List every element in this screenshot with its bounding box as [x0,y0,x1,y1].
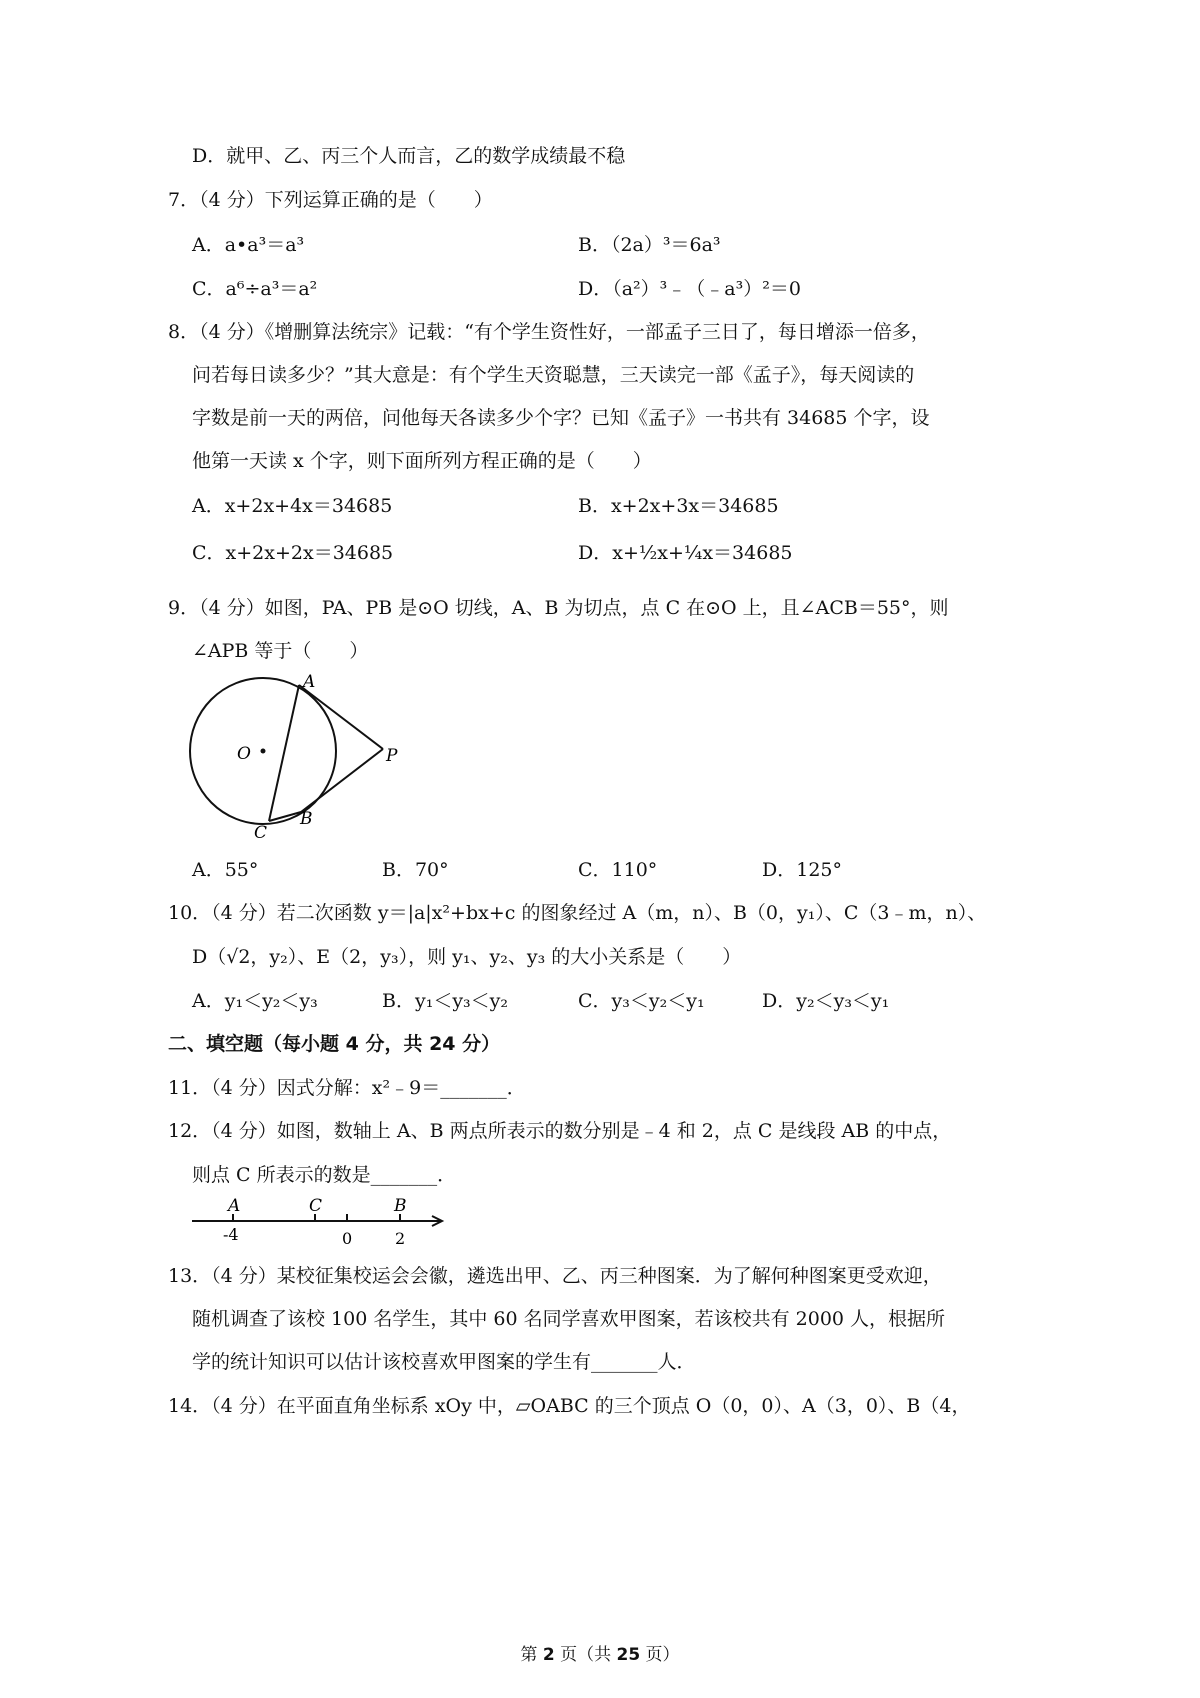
page-footer [0,1640,1200,1665]
q13-stem-line3: 学的统计知识可以估计该校喜欢甲图案的学生有_______人． [192,1351,696,1373]
q10-option-c: C．y₃＜y₂＜y₁ [578,990,705,1012]
label-a: A [303,672,316,692]
q12-stem-line1: 12．（4 分）如图，数轴上 A、B 两点所表示的数分别是﹣4 和 2，点 C 是线段 AB 的中点， [168,1120,952,1142]
q9-option-c: C．110° [578,859,658,881]
q8-stem-line1: 8．（4 分）《增删算法统宗》记载：“有个学生资性好，一部孟子三日了，每日增添一倍多， [168,321,930,343]
q8-stem-line2: 问若每日读多少？”其大意是：有个学生天资聪慧，三天读完一部《孟子》，每天阅读的 [192,364,915,386]
q9-option-b: B．70° [382,859,449,881]
q8-option-b: B．x+2x+3x＝34685 [578,495,779,517]
q8-stem-line4: 他第一天读 x 个字，则下面所列方程正确的是（ ） [192,450,652,472]
q10-option-a: A．y₁＜y₂＜y₃ [192,990,318,1012]
q13-stem-line1: 13．（4 分）某校征集校运会会徽，遴选出甲、乙、丙三种图案．为了解何种图案更受欢迎， [168,1265,942,1287]
label-p: P [386,746,398,766]
value-2: 2 [395,1229,406,1248]
q13-stem-line2: 随机调查了该校 100 名学生，其中 60 名同学喜欢甲图案，若该校共有 2000 人，根据所 [192,1308,946,1330]
q6-option-d: D．就甲、乙、丙三个人而言，乙的数学成绩最不稳 [192,145,626,167]
q7-option-d: D．（a²）³﹣（﹣a³）²＝0 [578,278,801,300]
q7-option-b: B．（2a）³＝6a³ [578,234,721,256]
q7-option-c: C．a⁶÷a³＝a² [192,278,318,300]
q8-option-c: C．x+2x+2x＝34685 [192,542,394,564]
label-c: C [309,1196,323,1216]
q8-option-d: D．x+½x+¼x＝34685 [578,542,793,564]
q9-stem-line1: 9．（4 分）如图，PA、PB 是⊙O 切线，A、B 为切点，点 C 在⊙O 上，且∠ACB＝55°，则 [168,597,949,619]
q9-circle-tangent-figure [185,665,415,845]
footer-total-pages: 25 [616,1645,641,1665]
value-minus-4: -4 [223,1225,239,1244]
q8-stem-line3: 字数是前一天的两倍，问他每天各读多少个字？已知《孟子》一书共有 34685 个字，设 [192,407,930,429]
footer-post: 页） [640,1645,680,1665]
chord-ac [269,685,299,821]
label-c: C [254,823,268,843]
q10-option-b: B．y₁＜y₃＜y₂ [382,990,509,1012]
q8-option-a: A．x+2x+4x＝34685 [192,495,393,517]
label-o: O [237,744,251,764]
q12-number-line-figure [190,1192,450,1252]
label-a: A [228,1196,241,1216]
q11-stem: 11．（4 分）因式分解：x²﹣9＝_______． [168,1077,526,1099]
footer-mid: 页（共 [554,1645,617,1665]
footer-pre: 第 [520,1645,543,1665]
footer-page-number: 2 [542,1645,555,1665]
q9-option-d: D．125° [762,859,842,881]
q7-stem: 7．（4 分）下列运算正确的是（ ） [168,189,493,211]
q10-stem-line2: D（√2，y₂）、E（2，y₃），则 y₁、y₂、y₃ 的大小关系是（ ） [192,946,742,968]
q12-stem-line2: 则点 C 所表示的数是_______． [192,1164,457,1186]
value-0: 0 [342,1229,353,1248]
tangent-pa [299,685,383,749]
q9-stem-line2: ∠APB 等于（ ） [192,640,369,662]
label-b: B [394,1196,407,1216]
q9-option-a: A．55° [192,859,259,881]
label-b: B [300,809,313,829]
q10-option-d: D．y₂＜y₃＜y₁ [762,990,890,1012]
q14-stem-line1: 14．（4 分）在平面直角坐标系 xOy 中，▱OABC 的三个顶点 O（0，0）、A（3，0）、B（4， [168,1395,971,1417]
section-2-heading: 二、填空题（每小题 4 分，共 24 分） [168,1033,501,1055]
center-point-o [261,749,266,754]
tangent-pb [301,749,383,812]
q7-option-a: A．a•a³＝a³ [192,234,305,256]
q10-stem-line1: 10．（4 分）若二次函数 y＝|a|x²+bx+c 的图象经过 A（m，n）、B（0，y₁）、C（3﹣m，n）、 [168,902,987,924]
